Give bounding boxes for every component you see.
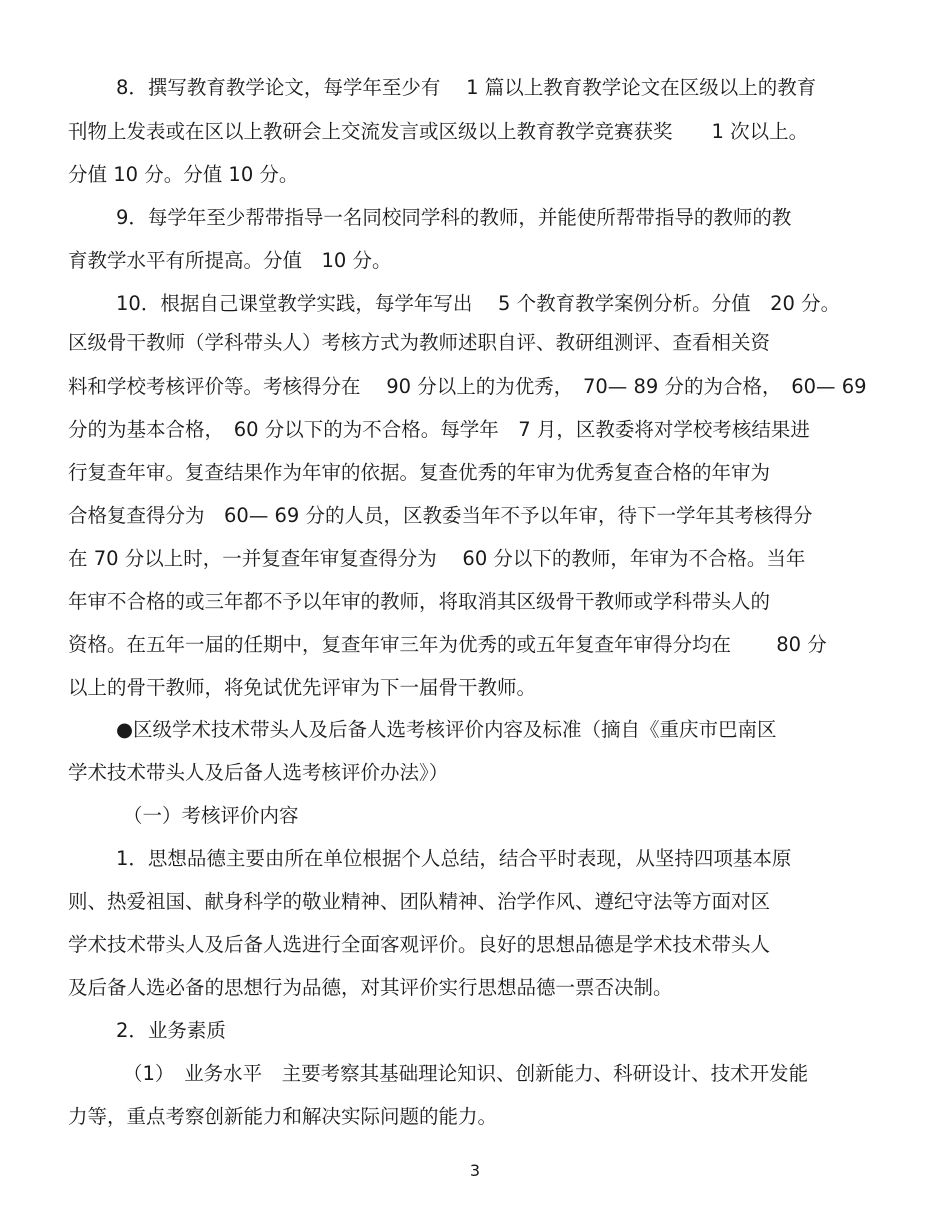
text-line: 在 70 分以上时，一并复查年审复查得分为 60 分以下的教师，年审为不合格。当年: [68, 547, 806, 570]
text-line: 1．思想品德主要由所在单位根据个人总结，结合平时表现，从坚持四项基本原: [116, 847, 792, 870]
section-heading: ●区级学术技术带头人及后备人选考核评价内容及标准（摘自《重庆市巴南区: [116, 718, 777, 741]
text-line: 分值 10 分。分值 10 分。: [68, 163, 299, 186]
text-line: 分的为基本合格， 60 分以下的为不合格。每学年 7 月，区教委将对学校考核结果进: [68, 418, 810, 441]
text-line: 合格复查得分为 60— 69 分的人员，区教委当年不予以年审，待下一学年其考核得分: [68, 504, 813, 527]
text-line: 学术技术带头人及后备人选进行全面客观评价。良好的思想品德是学术技术带头人: [68, 933, 771, 956]
text-line: 力等，重点考察创新能力和解决实际问题的能力。: [68, 1105, 498, 1128]
text-line: 年审不合格的或三年都不予以年审的教师，将取消其区级骨干教师或学科带头人的: [68, 590, 771, 613]
text-line: 行复查年审。复查结果作为年审的依据。复查优秀的年审为优秀复查合格的年审为: [68, 461, 771, 484]
text-line: 8．撰写教育教学论文，每学年至少有 1 篇以上教育教学论文在区级以上的教育: [116, 76, 817, 99]
text-line: 2．业务素质: [116, 1019, 226, 1042]
text-line: （1） 业务水平 主要考察其基础理论知识、创新能力、科研设计、技术开发能: [123, 1062, 809, 1085]
text-line: 9．每学年至少帮带指导一名同校同学科的教师，并能使所帮带指导的教师的教: [116, 206, 792, 229]
text-line: 区级骨干教师（学科带头人）考核方式为教师述职自评、教研组测评、查看相关资: [68, 331, 771, 354]
text-line: 学术技术带头人及后备人选考核评价办法》）: [68, 761, 449, 784]
text-line: 育教学水平有所提高。分值 10 分。: [68, 249, 392, 272]
text-line: 10．根据自己课堂教学实践，每学年写出 5 个教育教学案例分析。分值 20 分。: [116, 292, 841, 315]
text-line: 则、热爱祖国、献身科学的敬业精神、团队精神、治学作风、遵纪守法等方面对区: [68, 890, 771, 913]
text-line: 料和学校考核评价等。考核得分在 90 分以上的为优秀， 70— 89 分的为合格， 60— 69: [68, 375, 867, 398]
text-line: 资格。在五年一届的任期中，复查年审三年为优秀的或五年复查年审得分均在 80 分: [68, 633, 827, 656]
text-line: 及后备人选必备的思想行为品德，对其评价实行思想品德一票否决制。: [68, 976, 673, 999]
subsection-heading: （一）考核评价内容: [123, 804, 299, 827]
page-number: 3: [469, 1161, 481, 1180]
text-line: 以上的骨干教师，将免试优先评审为下一届骨干教师。: [68, 676, 537, 699]
text-line: 刊物上发表或在区以上教研会上交流发言或区级以上教育教学竞赛获奖 1 次以上。: [68, 120, 809, 143]
